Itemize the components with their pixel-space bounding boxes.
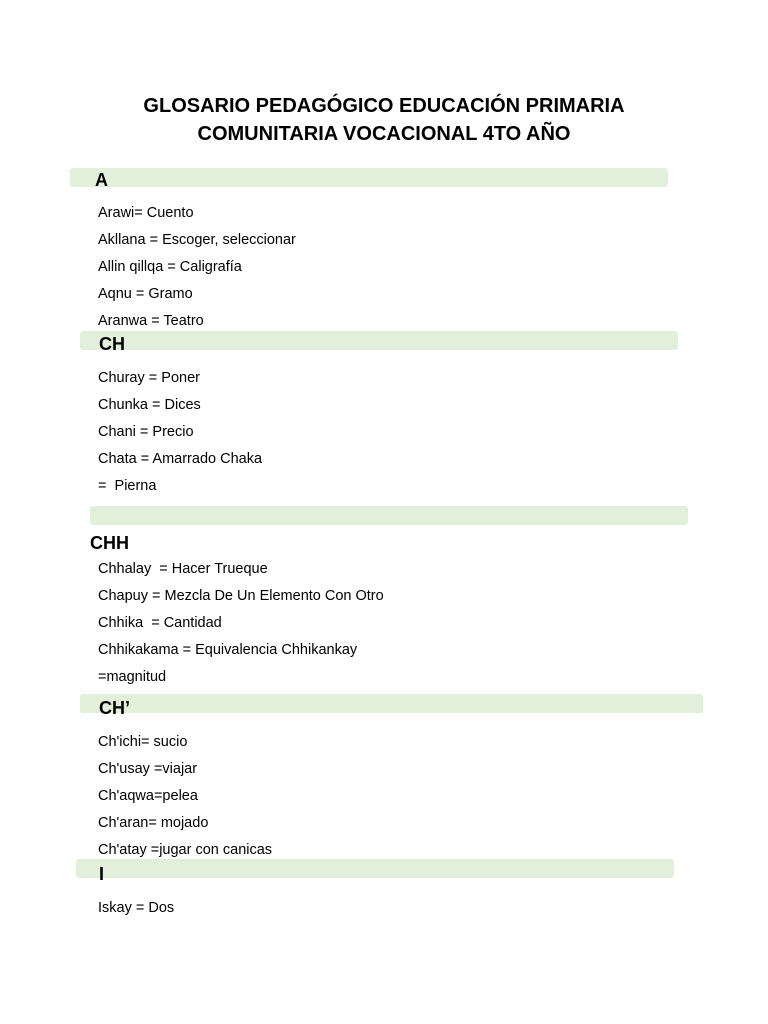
glossary-entry: Aqnu = Gramo (98, 286, 193, 302)
section-heading-a: A (95, 170, 108, 190)
section-band-a (70, 168, 668, 187)
glossary-entry: Ch'atay =jugar con canicas (98, 842, 273, 858)
title-line-1: GLOSARIO PEDAGÓGICO EDUCACIÓN PRIMARIA (143, 95, 625, 117)
title-line-2: COMUNITARIA VOCACIONAL 4TO AÑO (197, 123, 571, 145)
glossary-entry: Ch'aran= mojado (98, 815, 209, 831)
glossary-entry: Chani = Precio (98, 424, 194, 440)
section-heading-ch: CH (99, 334, 125, 354)
section-band-ch (80, 331, 678, 350)
glossary-entry: Akllana = Escoger, seleccionar (98, 232, 296, 248)
glossary-entry: Chata = Amarrado Chaka (98, 451, 263, 467)
glossary-entry: Chhikakama = Equivalencia Chhikankay (98, 642, 358, 658)
glossary-entry: Ch'ichi= sucio (98, 734, 188, 750)
glossary-entry: Allin qillqa = Caligrafía (98, 259, 242, 275)
section-heading-ch-apostrophe: CH’ (99, 698, 130, 718)
section-band-ch-apostrophe (80, 694, 703, 713)
glossary-entry: Ch'usay =viajar (98, 761, 198, 777)
glossary-entry: Chapuy = Mezcla De Un Elemento Con Otro (98, 588, 384, 604)
glossary-entry: Ch'aqwa=pelea (98, 788, 198, 804)
glossary-entry: Iskay = Dos (98, 900, 175, 916)
glossary-entry: Chhika = Cantidad (98, 615, 222, 631)
glossary-entry: Arawi= Cuento (98, 205, 194, 221)
section-heading-chh: CHH (90, 533, 129, 553)
section-band-i (76, 859, 674, 878)
document-title (0, 92, 768, 148)
glossary-entry: Chhalay = Hacer Trueque (98, 561, 268, 577)
section-heading-i: I (99, 864, 105, 884)
glossary-entry: Chunka = Dices (98, 397, 201, 413)
section-band-chh (90, 506, 688, 525)
glossary-entry: = Pierna (98, 478, 157, 494)
glossary-entry: =magnitud (98, 669, 167, 685)
glossary-entry: Aranwa = Teatro (98, 313, 204, 329)
glossary-entry: Churay = Poner (98, 370, 200, 386)
